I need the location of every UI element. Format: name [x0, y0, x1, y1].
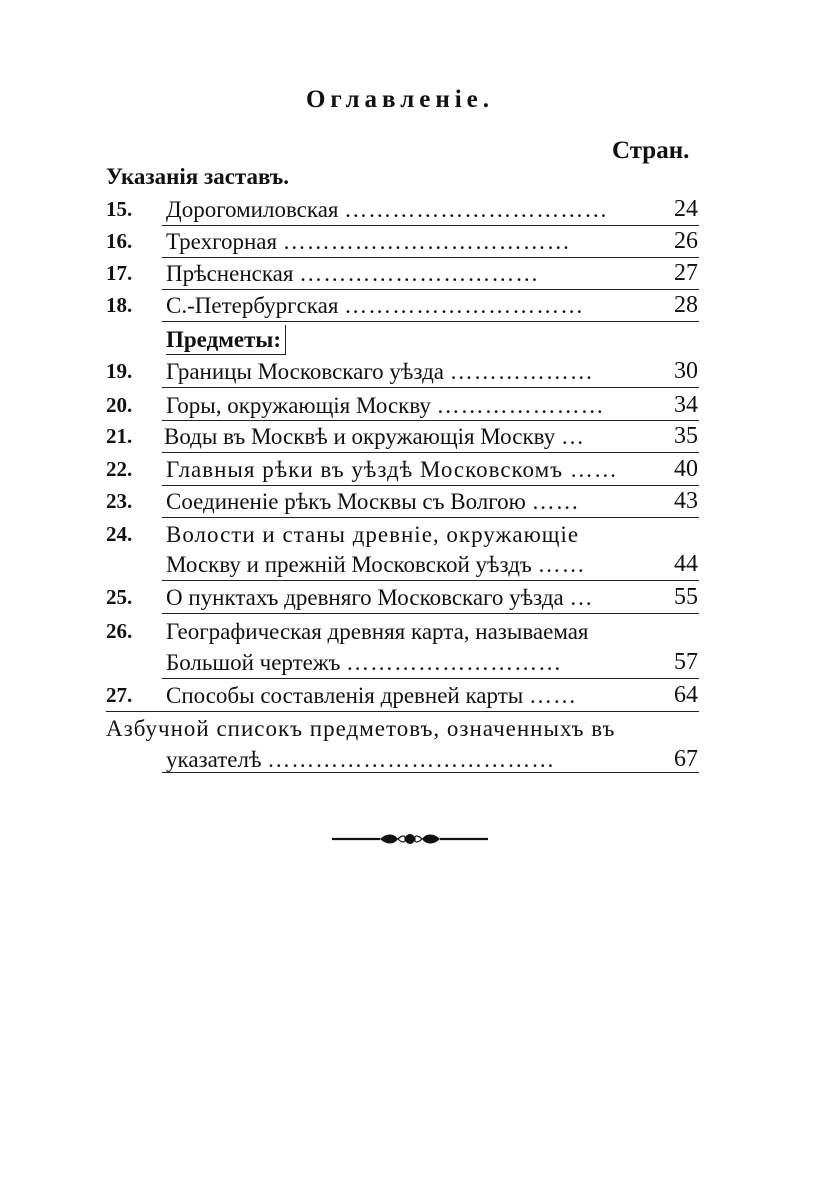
- entry-number: 17.: [106, 261, 133, 285]
- divider-rule: [162, 321, 699, 322]
- entry-title: С.-Петербургская: [166, 293, 339, 318]
- entry-leader: ………………………………: [282, 229, 571, 254]
- page-title: Оглавленiе.: [305, 86, 495, 113]
- entry-page: 24: [674, 196, 698, 222]
- entry-leader: …: [560, 424, 585, 449]
- entry-page: 28: [674, 292, 698, 318]
- entry-leader: …………………………: [299, 261, 540, 286]
- divider-rule: [162, 580, 699, 581]
- entry-page: 64: [674, 682, 698, 708]
- toc-entry[interactable]: [106, 520, 698, 549]
- entry-leader: …………………: [436, 393, 605, 418]
- entry-page: 30: [674, 358, 698, 384]
- entry-title: Границы Московскаго уѣзда: [166, 359, 444, 384]
- divider-rule: [106, 711, 699, 712]
- divider-rule: [162, 257, 699, 258]
- entry-page: 55: [674, 584, 698, 610]
- entry-leader: ………………………………: [267, 747, 556, 772]
- toc-index-entry[interactable]: [106, 714, 698, 743]
- section-label: Указанiя заставъ.: [106, 164, 290, 189]
- entry-title-line2: Москву и прежнiй Московской уѣздъ: [166, 552, 532, 577]
- entry-number: 21.: [106, 424, 133, 448]
- toc-entry-continuation[interactable]: [106, 550, 698, 579]
- entry-title-line2: указателѣ: [166, 747, 262, 772]
- divider-rule: [162, 772, 699, 773]
- entry-number: 24.: [106, 522, 133, 546]
- entry-leader: ……: [537, 552, 586, 577]
- entry-number: 23.: [106, 489, 133, 513]
- decorative-tailpiece-icon: [330, 826, 490, 852]
- entry-leader: ……: [569, 457, 618, 482]
- entry-leader: ………………………: [346, 650, 563, 675]
- entry-title: О пунктахъ древняго Московскаго уѣзда: [166, 585, 564, 610]
- entry-number: 15.: [106, 197, 133, 221]
- toc-entry[interactable]: [106, 391, 698, 420]
- entry-title: Азбучной списокъ предметовъ, означенныхъ въ: [106, 716, 616, 741]
- toc-index-entry-continuation[interactable]: [106, 745, 698, 774]
- entry-number: 20.: [106, 393, 133, 417]
- entry-page: 35: [674, 423, 698, 449]
- entry-page: 57: [674, 649, 698, 675]
- divider-rule: [162, 517, 699, 518]
- entry-leader: ……: [531, 489, 580, 514]
- toc-entry[interactable]: [106, 195, 698, 224]
- toc-entry[interactable]: [106, 617, 698, 646]
- toc-entry[interactable]: [106, 455, 698, 484]
- toc-entry[interactable]: [106, 291, 698, 320]
- entry-page: 43: [674, 488, 698, 514]
- entry-number: 22.: [106, 457, 133, 481]
- entry-page: 26: [674, 228, 698, 254]
- entry-leader: …: [569, 585, 594, 610]
- toc-entry[interactable]: [106, 487, 698, 516]
- entry-title: Главныя рѣки въ уѣздѣ Московскомъ: [166, 457, 564, 482]
- divider-rule: [162, 289, 699, 290]
- divider-rule: [162, 225, 699, 226]
- divider-rule: [162, 420, 699, 421]
- toc-entry[interactable]: [106, 259, 698, 288]
- entry-title: Горы, окружающiя Москву: [166, 393, 431, 418]
- toc-entry[interactable]: [106, 422, 698, 451]
- entry-number: 16.: [106, 229, 133, 253]
- entry-title: Дорогомиловская: [166, 197, 339, 222]
- toc-entry[interactable]: [106, 681, 698, 710]
- entry-title: Трехгорная: [166, 229, 278, 254]
- entry-leader: ………………: [449, 359, 594, 384]
- entry-title: Воды въ Москвѣ и окружающiя Москву: [164, 424, 556, 449]
- divider-rule: [162, 678, 699, 679]
- toc-entry[interactable]: [106, 357, 698, 386]
- entry-number: 25.: [106, 585, 133, 609]
- entry-leader: …………………………: [344, 293, 585, 318]
- entry-page: 27: [674, 260, 698, 286]
- entry-number: 19.: [106, 359, 133, 383]
- entry-title: Соединенiе рѣкъ Москвы съ Волгою: [166, 489, 526, 514]
- entry-title: Прѣсненская: [166, 261, 294, 286]
- toc-entry[interactable]: [106, 227, 698, 256]
- entry-number: 26.: [106, 619, 133, 643]
- entry-page: 34: [674, 392, 698, 418]
- entry-page: 44: [674, 551, 698, 577]
- page-column-label: Стран.: [612, 137, 690, 164]
- entry-number: 18.: [106, 293, 133, 317]
- toc-entry-continuation[interactable]: [106, 648, 698, 677]
- entry-leader: ……………………………: [344, 197, 609, 222]
- entry-title: Географическая древняя карта, называемая: [166, 619, 589, 644]
- divider-rule: [162, 485, 699, 486]
- subsection-label: Предметы:: [166, 325, 286, 355]
- entry-title: Волости и станы древнiе, окружающiе: [166, 522, 580, 547]
- entry-page: 40: [674, 456, 698, 482]
- divider-rule: [162, 613, 699, 614]
- entry-title: Способы составленiя древней карты: [166, 683, 524, 708]
- entry-number: 27.: [106, 683, 133, 707]
- divider-rule: [162, 387, 699, 388]
- divider-rule: [162, 452, 699, 453]
- entry-leader: ……: [528, 683, 577, 708]
- entry-page: 67: [674, 746, 698, 772]
- toc-entry[interactable]: [106, 583, 698, 612]
- entry-title-line2: Большой чертежъ: [166, 650, 341, 675]
